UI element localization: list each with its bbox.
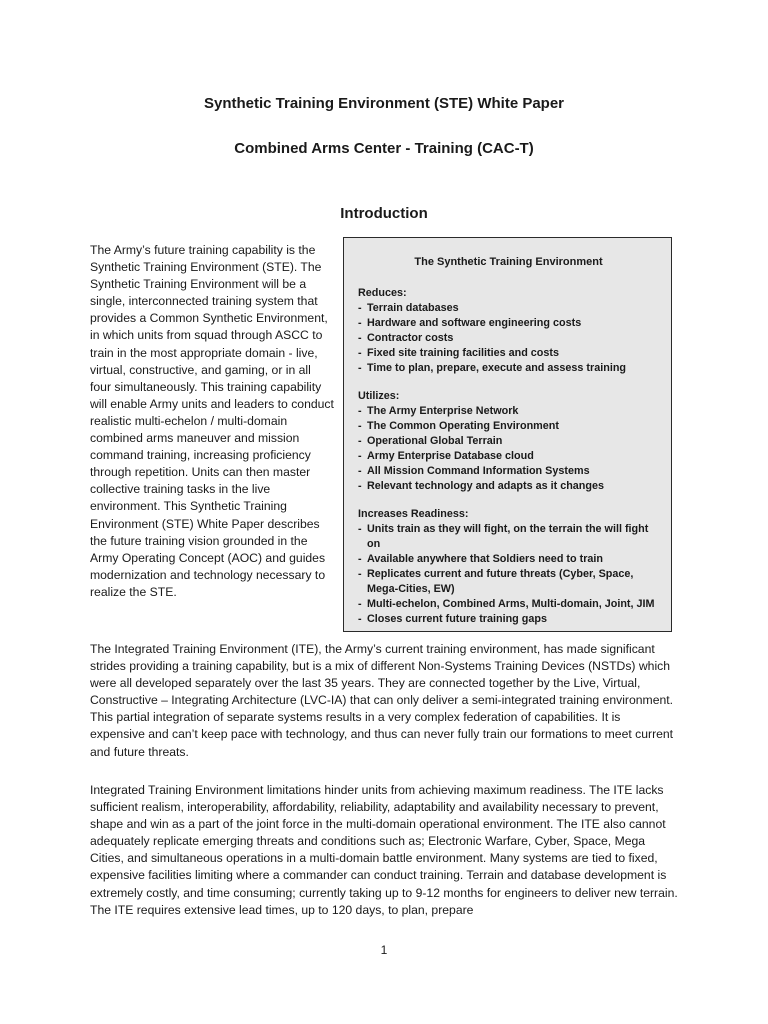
group-heading: Increases Readiness: [358,508,469,520]
list-item: - Hardware and software engineering costs [358,316,659,331]
list-item: - All Mission Command Information Systems [358,464,659,479]
ite-limitations-paragraph: Integrated Training Environment limitations hinder units from achieving maximum readiness. The ITE lacks sufficient realism, interoperability, affordability, reliability, adaptability and availability necessary to prevent, shape and win as a part of the joint force in the multi-domain operational environment. The ITE also cannot adequately replicate emerging threats and conditions such as; Electronic Warfare, Cyber, Space, Mega Cities, and simultaneous operations in a multi-domain battle environment. Many systems are tied to fixed, expensive facilities limiting where a commander can conduct training. Terrain and database development is extremely costly, and time consuming; currently taking up to 9-12 months for engineers to deliver new terrain. The ITE requires extensive lead times, up to 120 days, to plan, prepare [90,783,678,917]
bullet-list [358,404,659,494]
list-item: - Replicates current and future threats (Cyber, Space, Mega-Cities, EW) [358,567,659,597]
ste-sidebox [343,237,672,632]
group-heading: Reduces: [358,287,407,299]
list-item: - Multi-echelon, Combined Arms, Multi-domain, Joint, JIM [358,597,659,612]
bullet-list [358,301,659,376]
document-title: Synthetic Training Environment (STE) White Paper [203,95,565,112]
list-item: - Closes current future training gaps [358,612,659,627]
document-subtitle: Combined Arms Center - Training (CAC-T) [234,140,534,157]
intro-paragraph: The Army’s future training capability is the Synthetic Training Environment (STE). The Synthetic Training Environment will be a single, interconnected training system that provides a Common Synthetic Environment, in which units from squad through ASCC to train in the most appropriate domain - live, virtual, constructive, and gaming, or in all four simultaneously. This training capability will enable Army units and leaders to conduct realistic multi-echelon / multi-domain combined arms maneuver and mission command training, increasing proficiency through repetition. Units can then master collective training tasks in the live environment. This Synthetic Training Environment (STE) White Paper describes the future training vision grounded in the Army Operating Concept (AOC) and guides modernization and technology necessary to realize the STE. [90,243,334,599]
list-item: - Operational Global Terrain [358,434,659,449]
list-item: - Relevant technology and adapts as it changes [358,479,659,494]
list-item: - Available anywhere that Soldiers need to train [358,552,659,567]
bullet-list [358,522,659,627]
section-heading-introduction: Introduction [340,205,428,222]
list-item: - The Army Enterprise Network [358,404,659,419]
page-number: 1 [380,943,388,957]
sidebox-title: The Synthetic Training Environment [414,256,603,268]
list-item: - Contractor costs [358,331,659,346]
list-item: - The Common Operating Environment [358,419,659,434]
list-item: - Units train as they will fight, on the terrain the will fight on [358,522,659,552]
list-item: - Fixed site training facilities and costs [358,346,659,361]
sidebox-group-increases-readiness [358,507,659,627]
group-heading: Utilizes: [358,390,400,402]
list-item: - Time to plan, prepare, execute and assess training [358,361,659,376]
list-item: - Terrain databases [358,301,659,316]
sidebox-group-utilizes [358,389,659,494]
sidebox-group-reduces [358,286,659,376]
ite-paragraph: The Integrated Training Environment (ITE), the Army’s current training environment, has made significant strides providing a training capability, but is a mix of different Non-Systems Training Devices (NSTDs) which were all developed separately over the last 35 years. They are connected together by the Live, Virtual, Constructive – Integrating Architecture (LVC-IA) that can only deliver a semi-integrated training environment. This partial integration of separate systems results in a very complex federation of capabilities. It is expensive and can’t keep pace with technology, and thus can never fully train our formations to meet current and future threats. [90,642,674,759]
list-item: - Army Enterprise Database cloud [358,449,659,464]
